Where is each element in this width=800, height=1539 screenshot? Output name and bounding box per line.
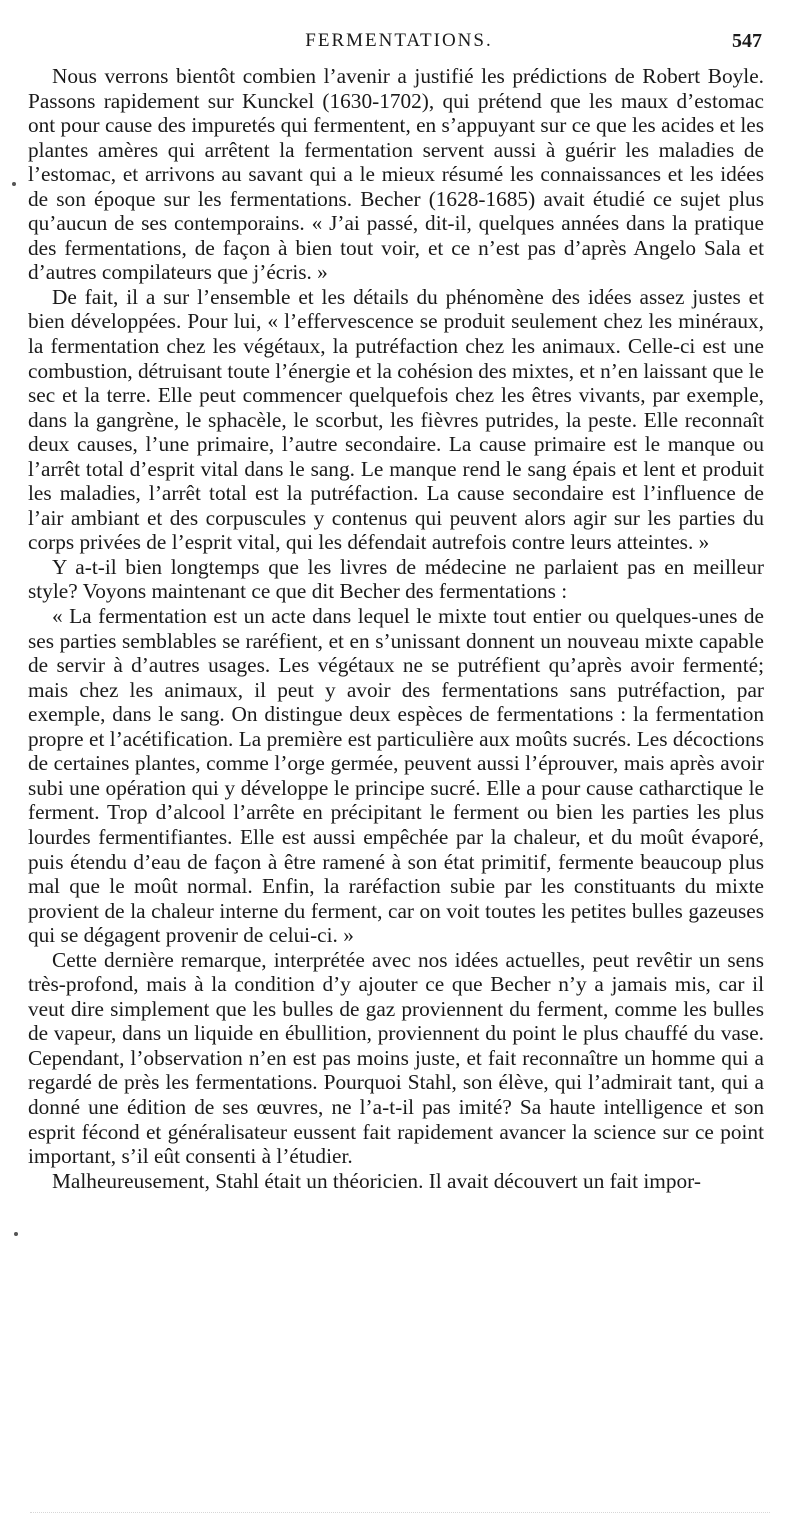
paragraph-commentary: Cette dernière remarque, interprétée avec nos idées actuelles, peut revêtir un sens très-profond, mais à la condition d’y ajouter ce que Becher n’y a jamais mis, car il veut dire simplement que les bulles de gaz proviennent du ferment, comme les bulles de vapeur, dans un liquide en ébullition, proviennent du point le plus chauffé du vase. Cependant, l’observation n’en est pas moins juste, et fait reconnaître un homme qui a regardé de près les fermentations. Pourquoi Stahl, son élève, qui l’admirait tant, qui a donné une édition de ses œuvres, ne l’a-t-il pas imité? Sa haute intelligence et son esprit fécond et généralisateur eussent fait rapidement avancer la science sur ce point important, s’il eût consenti à l’étudier. (28, 947, 764, 1169)
margin-speck (12, 182, 16, 186)
running-title: FERMENTATIONS. (305, 30, 493, 51)
paragraph-fermentation-quote: « La fermentation est un acte dans lequel le mixte tout entier ou quelques-unes de ses parties semblables se raréfient, et en s’unissant donnent un nouveau mixte capable de servir à d’autres usages. Les végétaux ne se putréfient qu’après avoir fermenté; mais chez les animaux, il peut y avoir des fermentations sans putréfaction, par exemple, dans le sang. On distingue deux espèces de fermentations : la fermentation propre et l’acétification. La première est particulière aux moûts sucrés. Les décoctions de certaines plantes, comme l’orge germée, peuvent aussi l’éprouver, mais après avoir subi une opération qui y développe le principe sucré. Elle a pour cause catharctique le ferment. Trop d’alcool l’arrête en précipitant le ferment ou bien les parties les plus lourdes fermentifiantes. Elle est aussi empêchée par la chaleur, et du moût évaporé, puis étendu d’eau de façon à être ramené à son état primitif, fermente beaucoup plus mal que le moût normal. Enfin, la raréfaction subie par les constituants du mixte provient de la chaleur interne du ferment, car on voit toutes les petites bulles gazeuses qui se dégagent provenir de celui-ci. » (28, 604, 764, 948)
margin-speck (14, 1232, 18, 1236)
bottom-scan-specks (30, 1512, 770, 1517)
paragraph-medical-style: Y a-t-il bien longtemps que les livres de médecine ne parlaient pas en meilleur style? Voyons maintenant ce que dit Becher des fermentations : (28, 554, 764, 604)
paragraph-stahl: Malheureusement, Stahl était un théoricien. Il avait découvert un fait impor- (52, 1168, 701, 1193)
body-text (28, 64, 764, 1193)
paragraph-becher-theory: De fait, il a sur l’ensemble et les détails du phénomène des idées assez justes et bien développées. Pour lui, « l’effervescence se produit seulement chez les minéraux, la fermentation chez les végétaux, la putréfaction chez les animaux. Celle-ci est une combustion, détruisant toute l’énergie et la cohésion des mixtes, et n’en laissant que le sec et la terre. Elle peut commencer quelquefois chez les êtres vivants, par exemple, dans la gangrène, le sphacèle, le scorbut, les fièvres putrides, la peste. Elle reconnaît deux causes, l’une primaire, l’autre secondaire. La cause primaire est le manque ou l’arrêt total d’esprit vital dans le sang. Le manque rend le sang épais et lent et produit les maladies, l’arrêt total est la putréfaction. La cause secondaire est l’influence de l’air ambiant et des corpuscules y contenus qui peuvent alors agir sur les parties du corps privées de l’esprit vital, qui les défendait autrefois contre leurs atteintes. » (28, 284, 764, 555)
paragraph-kunckel-becher: Nous verrons bientôt combien l’avenir a justifié les prédictions de Robert Boyle. Passons rapidement sur Kunckel (1630-1702), qui prétend que les maux d’estomac ont pour cause des impuretés qui fermentent, en s’appuyant sur ce que les acides et les plantes amères qui arrêtent la fermentation servent aussi à guérir les maladies de l’estomac, et arrivons au savant qui a le mieux résumé les connaissances et les idées de son époque sur les fermentations. Becher (1628-1685) avait étudié ce sujet plus qu’aucun de ses contemporains. « J’ai passé, dit-il, quelques années dans la pratique des fermentations, de façon à bien tout voir, et ce n’est pas d’après Angelo Sala et d’autres compilateurs que j’écris. » (28, 64, 764, 285)
running-head (36, 30, 762, 56)
page-number: 547 (732, 30, 762, 52)
